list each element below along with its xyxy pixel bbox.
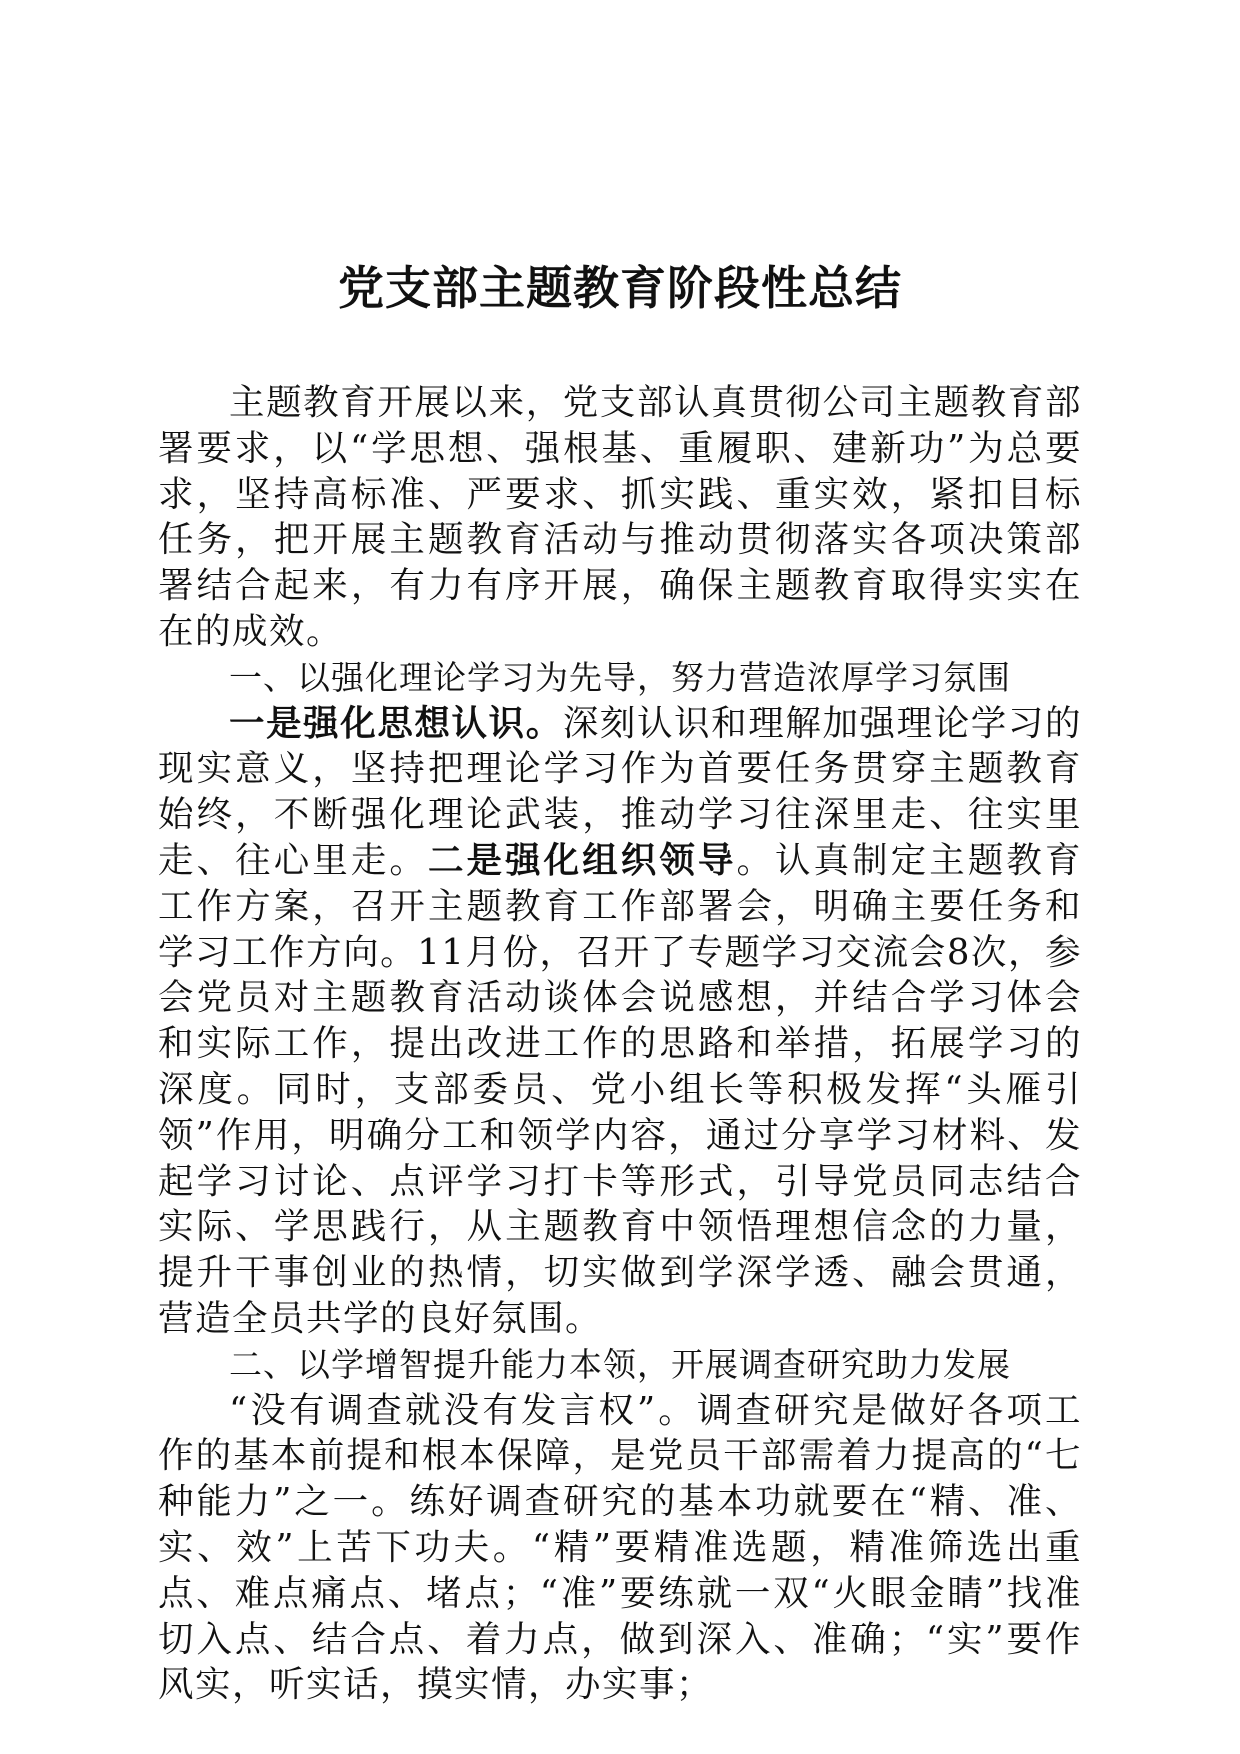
document-title: 党支部主题教育阶段性总结 (338, 261, 902, 315)
section-1-heading: 一、以强化理论学习为先导，努力营造浓厚学习氛围 (229, 657, 1011, 697)
section-2-heading: 二、以学增智提升能力本领，开展调查研究助力发展 (229, 1344, 1011, 1384)
point-2-lead: 二是强化组织领导 (427, 839, 737, 881)
point-2-text: 。认真制定主题教育工作方案，召开主题教育工作部署会，明确主要任务和学习工作方向。11月份，召开了专题学习交流会8次，参会党员对主题教育活动谈体会说感想，并结合学习体会和实际工作，提出改进工作的思路和举措，拓展学习的深度。同时，支部委员、党小组长等积极发挥“头雁引领”作用，明确分工和领学内容，通过分享学习材料、发起学习讨论、点评学习打卡等形式，引导党员同志结合实际、学思践行，从主题教育中领悟理想信念的力量，提升干事创业的热情，切实做到学深学透、融会贯通，营造全员共学的良好氛围。 (158, 839, 1082, 1339)
intro-paragraph: 主题教育开展以来，党支部认真贯彻公司主题教育部署要求，以“学思想、强根基、重履职、建新功”为总要求，坚持高标准、严要求、抓实践、重实效，紧扣目标任务，把开展主题教育活动与推动贯彻落实各项决策部署结合起来，有力有序开展，确保主题教育取得实实在在的成效。 (158, 382, 1082, 652)
section-2-paragraph: “没有调查就没有发言权”。调查研究是做好各项工作的基本前提和根本保障，是党员干部需着力提高的“七种能力”之一。练好调查研究的基本功就要在“精、准、实、效”上苦下功夫。“精”要精准选题，精准筛选出重点、难点痛点、堵点；“准”要练就一双“火眼金睛”找准切入点、结合点、着力点，做到深入、准确；“实”要作风实，听实话，摸实情，办实事； (158, 1389, 1082, 1706)
point-1-lead: 一是强化思想认识。 (229, 702, 563, 744)
document-body (158, 380, 1082, 1708)
point-1-text: 深刻认识和理解加强理论学习的现实意义，坚持把理论学习作为首要任务贯穿主题教育始终，不断强化理论武装，推动学习往深里走、往实里走、往心里走。 (158, 702, 1082, 881)
section-1-paragraph (158, 701, 1082, 1342)
document-page (158, 0, 1082, 1754)
